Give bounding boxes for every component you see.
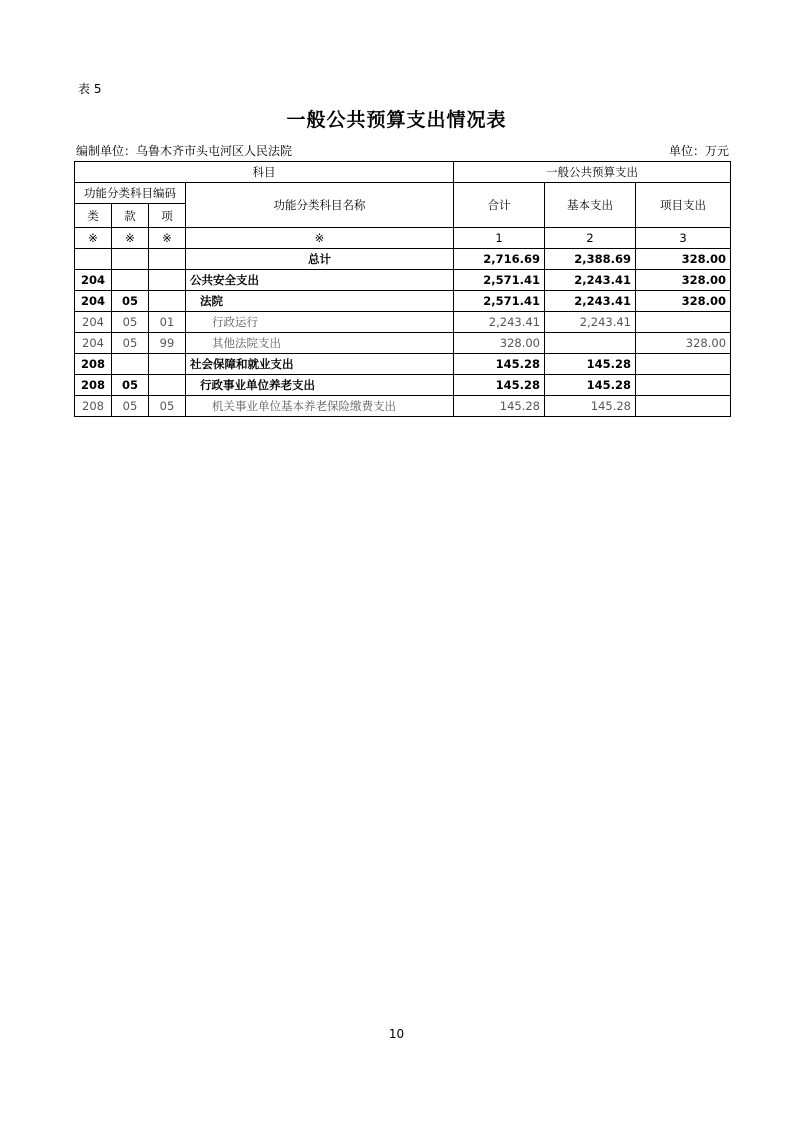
- mark-kuan: ※: [112, 228, 149, 249]
- header-row-2: [75, 183, 731, 204]
- header-budget: 一般公共预算支出: [454, 162, 731, 183]
- table-row: [75, 375, 731, 396]
- code-xiang-cell: 99: [149, 333, 186, 354]
- col-index-2: 2: [545, 228, 636, 249]
- page-number: 10: [388, 1027, 405, 1041]
- project-cell: 328.00: [636, 249, 731, 270]
- col-index-1: 1: [454, 228, 545, 249]
- subject-name-cell: 行政运行: [186, 312, 454, 333]
- table-row: [75, 396, 731, 417]
- subject-name-cell: 其他法院支出: [186, 333, 454, 354]
- project-cell: 328.00: [636, 333, 731, 354]
- subject-name-cell: 社会保障和就业支出: [186, 354, 454, 375]
- total-cell: 2,716.69: [454, 249, 545, 270]
- table-row: [75, 333, 731, 354]
- table-row: [75, 291, 731, 312]
- header-name: 功能分类科目名称: [186, 183, 454, 228]
- header-row-1: [75, 162, 731, 183]
- compiling-unit: 编制单位：乌鲁木齐市头屯河区人民法院: [76, 144, 293, 158]
- mark-name: ※: [186, 228, 454, 249]
- code-xiang-cell: [149, 291, 186, 312]
- code-kuan-cell: [112, 270, 149, 291]
- header-xiang: 项: [149, 204, 186, 228]
- code-lei-cell: [75, 249, 112, 270]
- basic-cell: 145.28: [545, 375, 636, 396]
- code-xiang-cell: [149, 375, 186, 396]
- code-lei-cell: 204: [75, 333, 112, 354]
- total-cell: 328.00: [454, 333, 545, 354]
- header-total: 合计: [454, 183, 545, 228]
- project-cell: [636, 396, 731, 417]
- basic-cell: 2,388.69: [545, 249, 636, 270]
- header-code: 功能分类科目编码: [75, 183, 186, 204]
- table-row: [75, 270, 731, 291]
- code-kuan-cell: 05: [112, 291, 149, 312]
- subject-name-cell: 公共安全支出: [186, 270, 454, 291]
- header-subject: 科目: [75, 162, 454, 183]
- table-row: [75, 354, 731, 375]
- project-cell: 328.00: [636, 270, 731, 291]
- header-project: 项目支出: [636, 183, 731, 228]
- budget-table: [74, 161, 731, 417]
- subject-name-cell: 总计: [186, 249, 454, 270]
- table-row: [75, 312, 731, 333]
- page-title: 一般公共预算支出情况表: [286, 109, 507, 131]
- mark-xiang: ※: [149, 228, 186, 249]
- currency-unit: 单位：万元: [668, 144, 729, 158]
- basic-cell: 145.28: [545, 354, 636, 375]
- col-index-3: 3: [636, 228, 731, 249]
- project-cell: [636, 375, 731, 396]
- basic-cell: 145.28: [545, 396, 636, 417]
- total-cell: 145.28: [454, 396, 545, 417]
- code-lei-cell: 208: [75, 396, 112, 417]
- project-cell: [636, 312, 731, 333]
- header-lei: 类: [75, 204, 112, 228]
- code-xiang-cell: [149, 354, 186, 375]
- code-kuan-cell: [112, 354, 149, 375]
- table-row: [75, 249, 731, 270]
- header-row-4: [75, 228, 731, 249]
- code-kuan-cell: 05: [112, 375, 149, 396]
- total-cell: 2,243.41: [454, 312, 545, 333]
- code-xiang-cell: 05: [149, 396, 186, 417]
- code-lei-cell: 204: [75, 270, 112, 291]
- project-cell: 328.00: [636, 291, 731, 312]
- basic-cell: 2,243.41: [545, 312, 636, 333]
- code-xiang-cell: 01: [149, 312, 186, 333]
- header-kuan: 款: [112, 204, 149, 228]
- basic-cell: [545, 333, 636, 354]
- code-kuan-cell: 05: [112, 312, 149, 333]
- basic-cell: 2,243.41: [545, 270, 636, 291]
- code-kuan-cell: 05: [112, 333, 149, 354]
- project-cell: [636, 354, 731, 375]
- mark-lei: ※: [75, 228, 112, 249]
- code-xiang-cell: [149, 249, 186, 270]
- total-cell: 2,571.41: [454, 291, 545, 312]
- code-xiang-cell: [149, 270, 186, 291]
- total-cell: 145.28: [454, 354, 545, 375]
- subject-name-cell: 法院: [186, 291, 454, 312]
- header-basic: 基本支出: [545, 183, 636, 228]
- code-lei-cell: 204: [75, 291, 112, 312]
- code-kuan-cell: [112, 249, 149, 270]
- total-cell: 2,571.41: [454, 270, 545, 291]
- code-lei-cell: 208: [75, 375, 112, 396]
- basic-cell: 2,243.41: [545, 291, 636, 312]
- table-label: 表 5: [78, 82, 102, 96]
- subject-name-cell: 机关事业单位基本养老保险缴费支出: [186, 396, 454, 417]
- code-lei-cell: 208: [75, 354, 112, 375]
- subject-name-cell: 行政事业单位养老支出: [186, 375, 454, 396]
- code-kuan-cell: 05: [112, 396, 149, 417]
- code-lei-cell: 204: [75, 312, 112, 333]
- total-cell: 145.28: [454, 375, 545, 396]
